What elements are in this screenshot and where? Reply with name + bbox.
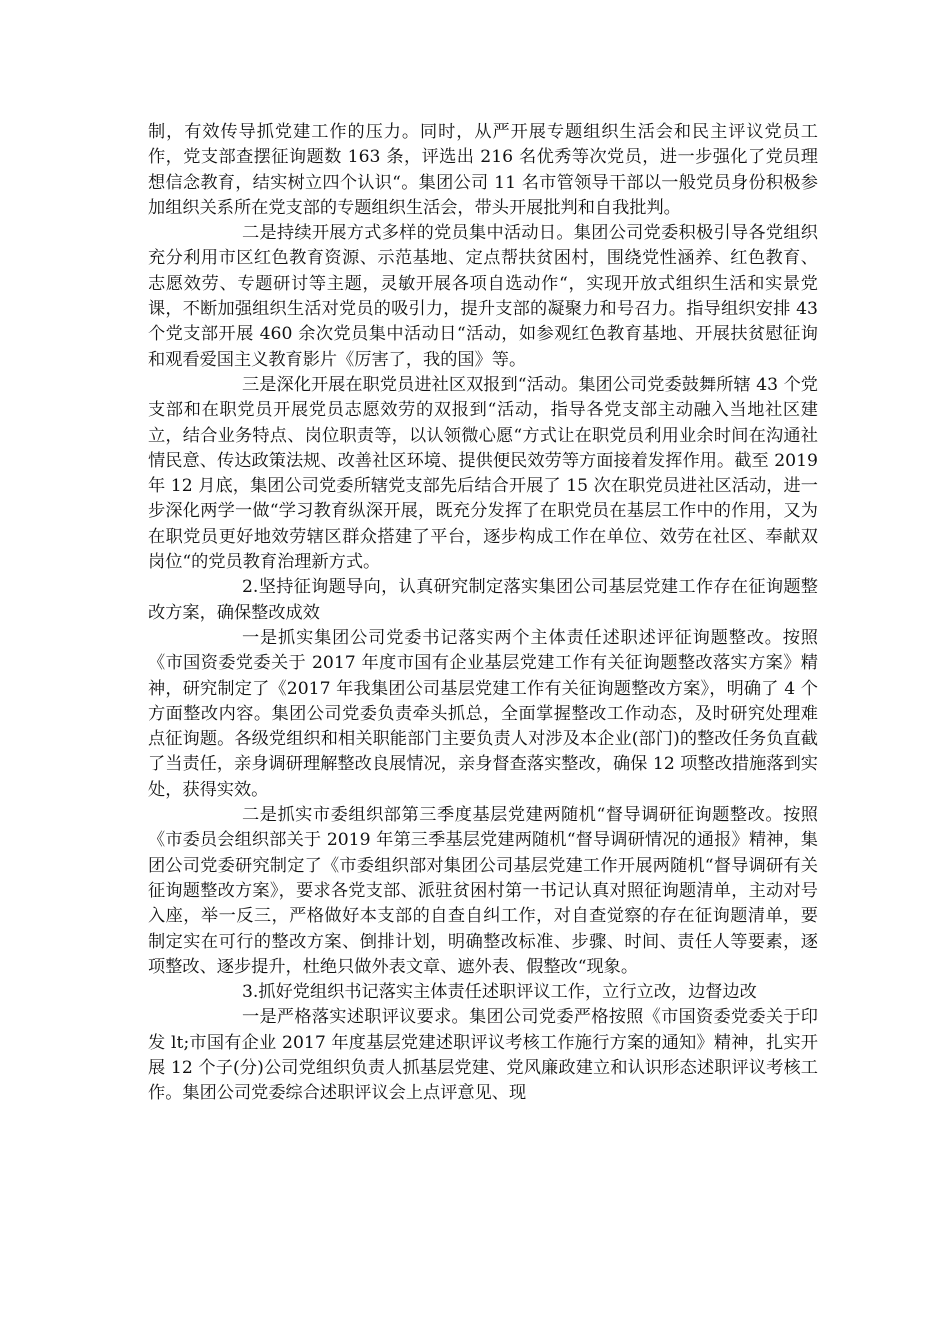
paragraph-party-evaluation: 制，有效传导抓党建工作的压力。同时，从严开展专题组织生活会和民主评议党员工作，党支部查摆征询题数 163 条，评选出 216 名优秀等次党员，进一步强化了党员理想信念教育，结实树立四个认识“。集团公司 11 名市管领导干部以一般党员身份积极参加组织关系所在党支部的专题组织生活会，带头开展批判和自我批判。 — [148, 122, 818, 218]
paragraph-q3-inspection: 二是抓实市委组织部第三季度基层党建两随机“督导调研征询题整改。按照《市委员会组织部关于 2019 年第三季基层党建两随机“督导调研情况的通报》精神，集团公司党委研究制定了《市委组织部对集团公司基层党建工作开展两随机“督导调研有关征询题整改方案》，要求各党支部、派驻贫困村第一书记认真对照征询题清单，主动对号入座，举一反三，严格做好本支部的自查自纠工作，对自查觉察的存在征询题清单，要制定实在可行的整改方案、倒排计划，明确整改标准、步骤、时间、责任人等要素，逐项整改、逐步提升，杜绝只做外表文章、遮外表、假整改“现象。 — [148, 805, 818, 977]
section-heading-2: 2.坚持征询题导向，认真研究制定落实集团公司基层党建工作存在征询题整改方案，确保整改成效 — [148, 577, 818, 623]
paragraph-activity-day: 二是持续开展方式多样的党员集中活动日。集团公司党委积极引导各党组织充分利用市区红色教育资源、示范基地、定点帮扶贫困村，围绕党性涵养、红色教育、志愿效劳、专题研讨等主题，灵敏开展各项自选动作“，实现开放式组织生活和实景党课，不断加强组织生活对党员的吸引力，提升支部的凝聚力和号召力。指导组织安排 43 个党支部开展 460 余次党员集中活动日“活动，如参观红色教育基地、开展扶贫慰征询和观看爱国主义教育影片《厉害了，我的国》等。 — [148, 223, 818, 370]
paragraph-secretary-rectification: 一是抓实集团公司党委书记落实两个主体责任述职述评征询题整改。按照《市国资委党委关于 2017 年度市国有企业基层党建工作有关征询题整改落实方案》精神，研究制定了《2017 年我集团公司基层党建工作有关征询题整改方案》，明确了 4 个方面整改内容。集团公司党委负责牵头抓总，全面掌握整改工作动态，及时研究处理难点征询题。各级党组织和相关职能部门主要负责人对涉及本企业(部门)的整改任务负直截了当责任，亲身调研理解整改良展情况，亲身督查落实整改，确保 12 项整改措施落到实处，获得实效。 — [148, 627, 818, 800]
document-page — [148, 120, 818, 1107]
section-heading-3: 3.抓好党组织书记落实主体责任述职评议工作，立行立改，边督边改 — [242, 982, 757, 1003]
paragraph-community-report: 三是深化开展在职党员进社区双报到“活动。集团公司党委鼓舞所辖 43 个党支部和在职党员开展党员志愿效劳的双报到“活动，指导各党支部主动融入当地社区建立，结合业务特点、岗位职责等，以认领微心愿“方式让在职党员利用业余时间在沟通社情民意、传达政策法规、改善社区环境、提供便民效劳等方面接着发挥作用。截至 2019 年 12 月底，集团公司党委所辖党支部先后结合开展了 15 次在职党员进社区活动，进一步深化两学一做“学习教育纵深开展，既充分发挥了在职党员在基层工作中的作用，又为在职党员更好地效劳辖区群众搭建了平台，逐步构成工作在单位、效劳在社区、奉献双岗位“的党员教育治理新方式。 — [148, 374, 818, 573]
paragraph-review-requirements: 一是严格落实述职评议要求。集团公司党委严格按照《市国资委党委关于印发 lt;市国有企业 2017 年度基层党建述职评议考核工作施行方案的通知》精神，扎实开展 12 个子(分)公司党组织负责人抓基层党建、党风廉政建立和认识形态述职评议考核工作。集团公司党委综合述职评议会上点评意见、现 — [148, 1007, 818, 1104]
